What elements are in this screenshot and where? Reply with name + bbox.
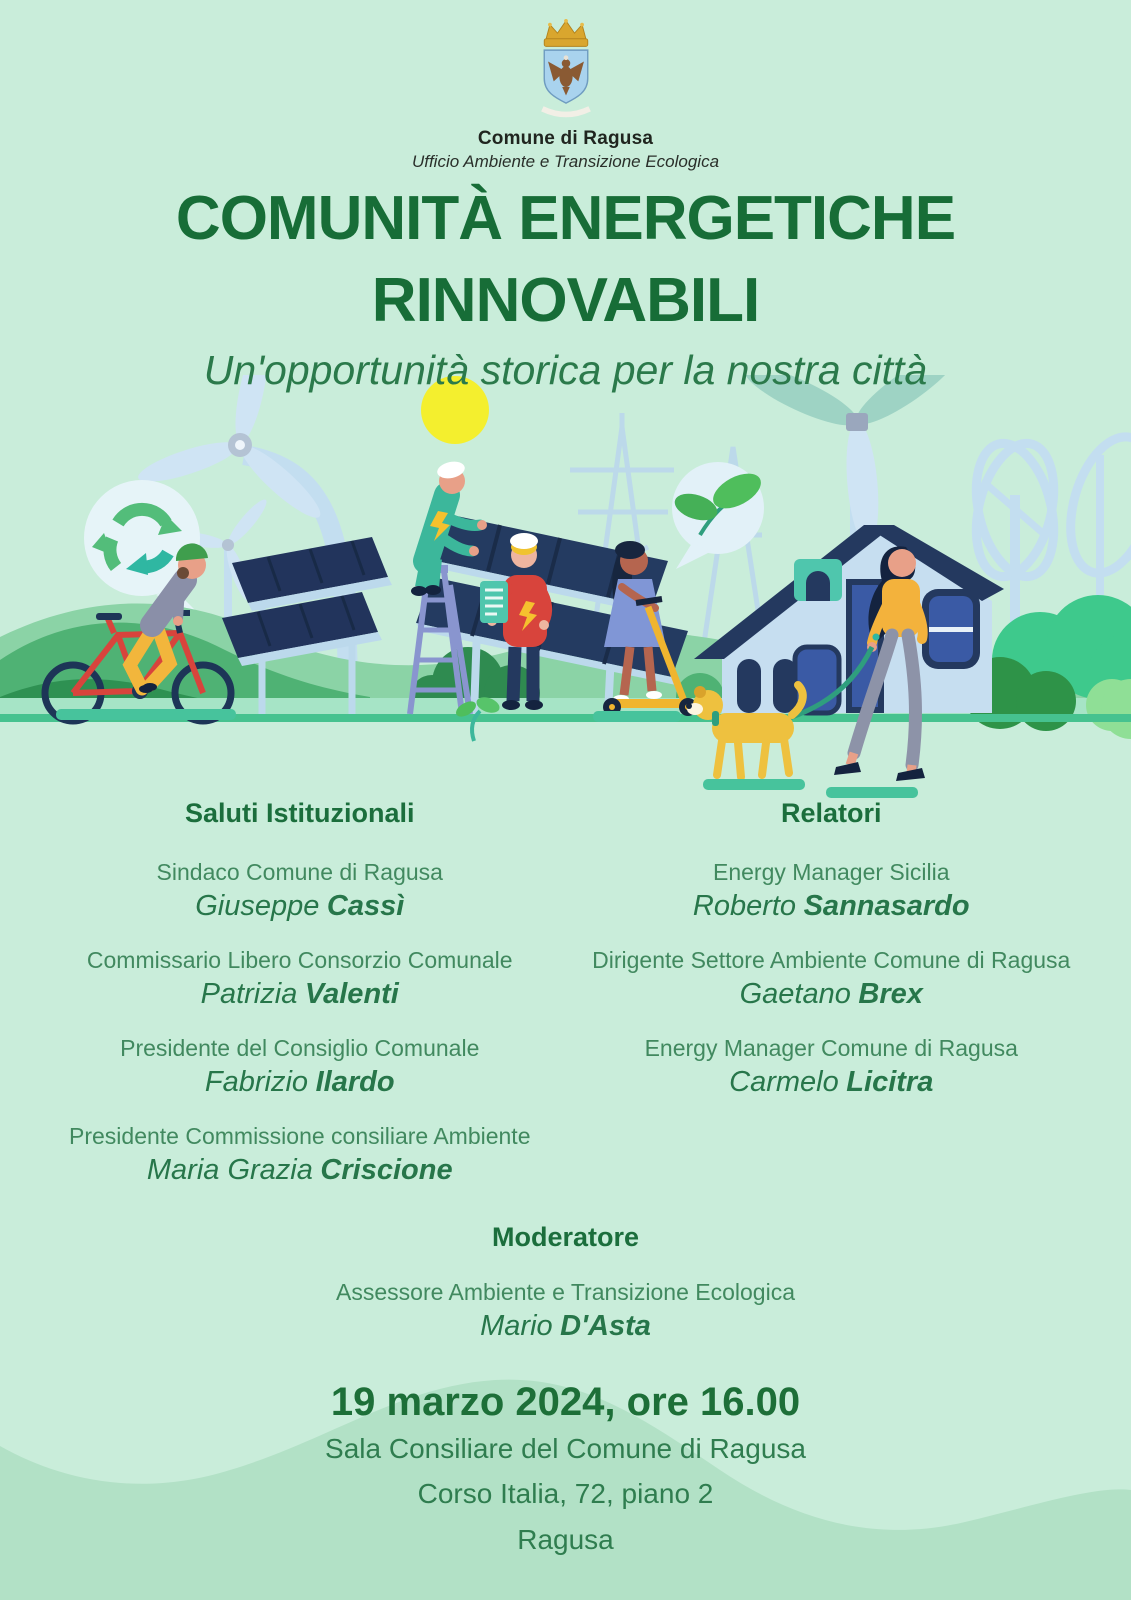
speaker-first-name: Gaetano <box>739 977 851 1010</box>
speaker-name <box>574 978 1090 1011</box>
coat-of-arms-icon <box>530 18 602 122</box>
speaker-entry <box>42 1123 558 1211</box>
event-datetime: 19 marzo 2024, ore 16.00 <box>330 1380 801 1424</box>
speaker-role: Sindaco Comune di Ragusa <box>156 859 443 885</box>
speaker-first-name: Fabrizio <box>204 1065 309 1098</box>
section-header-moderatore: Moderatore <box>491 1222 640 1252</box>
speaker-last-name: Sannasardo <box>803 889 970 922</box>
office-name: Ufficio Ambiente e Transizione Ecologica <box>411 152 720 171</box>
speakers-columns <box>0 798 1131 1211</box>
speaker-entry <box>574 947 1090 1035</box>
speaker-first-name: Mario <box>480 1309 553 1342</box>
section-saluti <box>0 798 566 1211</box>
speaker-role: Dirigente Settore Ambiente Comune di Ragusa <box>592 947 1071 973</box>
section-moderatore <box>0 1222 1131 1367</box>
org-name: Comune di Ragusa <box>477 128 654 149</box>
speaker-last-name: Licitra <box>846 1065 934 1098</box>
speaker-entry <box>42 947 558 1035</box>
event-venue: Sala Consiliare del Comune di Ragusa <box>325 1433 806 1464</box>
speaker-name <box>574 890 1090 923</box>
event-city: Ragusa <box>517 1523 614 1555</box>
illustration <box>0 375 1131 805</box>
event-info <box>0 1378 1131 1562</box>
speaker-entry <box>42 859 558 947</box>
speaker-role: Energy Manager Sicilia <box>712 859 950 885</box>
event-address: Corso Italia, 72, piano 2 <box>417 1478 714 1510</box>
speaker-role: Commissario Libero Consorzio Comunale <box>86 947 513 973</box>
poster-title <box>0 178 1131 343</box>
speaker-name <box>42 978 558 1011</box>
speaker-role: Assessore Ambiente e Transizione Ecologica <box>336 1279 795 1305</box>
speaker-first-name: Maria Grazia <box>146 1153 313 1186</box>
speaker-last-name: Valenti <box>304 977 399 1010</box>
speaker-last-name: Brex <box>858 977 923 1010</box>
title-block <box>0 178 1131 394</box>
speaker-first-name: Giuseppe <box>195 889 320 922</box>
speaker-role: Presidente Commissione consiliare Ambiente <box>69 1123 531 1149</box>
speaker-first-name: Carmelo <box>729 1065 839 1098</box>
poster-subtitle: Un'opportunità storica per la nostra città <box>203 346 928 393</box>
title-line-2: RINNOVABILI <box>371 266 760 336</box>
speaker-name <box>0 1310 1131 1343</box>
section-relatori <box>566 798 1131 1211</box>
speaker-entry <box>0 1279 1131 1367</box>
speaker-last-name: D'Asta <box>560 1309 651 1342</box>
leaf-bubble-icon <box>671 462 766 569</box>
speaker-name <box>42 890 558 923</box>
title-line-1: COMUNITÀ ENERGETICHE <box>175 184 956 253</box>
speaker-entry <box>574 1035 1090 1123</box>
speaker-entry <box>42 1035 558 1123</box>
speaker-entry <box>574 859 1090 947</box>
speaker-last-name: Criscione <box>320 1153 453 1186</box>
speaker-last-name: Cassì <box>326 889 405 922</box>
clipboard-icon <box>480 581 508 623</box>
speaker-role: Presidente del Consiglio Comunale <box>120 1035 480 1061</box>
section-header-saluti: Saluti Istituzionali <box>184 798 415 828</box>
speaker-last-name: Ilardo <box>315 1065 395 1098</box>
speaker-name <box>42 1066 558 1099</box>
eco-house <box>694 525 1004 713</box>
crest-header <box>0 18 1131 172</box>
speaker-name <box>42 1154 558 1187</box>
speaker-first-name: Patrizia <box>200 977 298 1010</box>
speaker-role: Energy Manager Comune di Ragusa <box>644 1035 1018 1061</box>
speaker-first-name: Roberto <box>692 889 797 922</box>
section-header-relatori: Relatori <box>780 798 882 828</box>
speaker-name <box>574 1066 1090 1099</box>
